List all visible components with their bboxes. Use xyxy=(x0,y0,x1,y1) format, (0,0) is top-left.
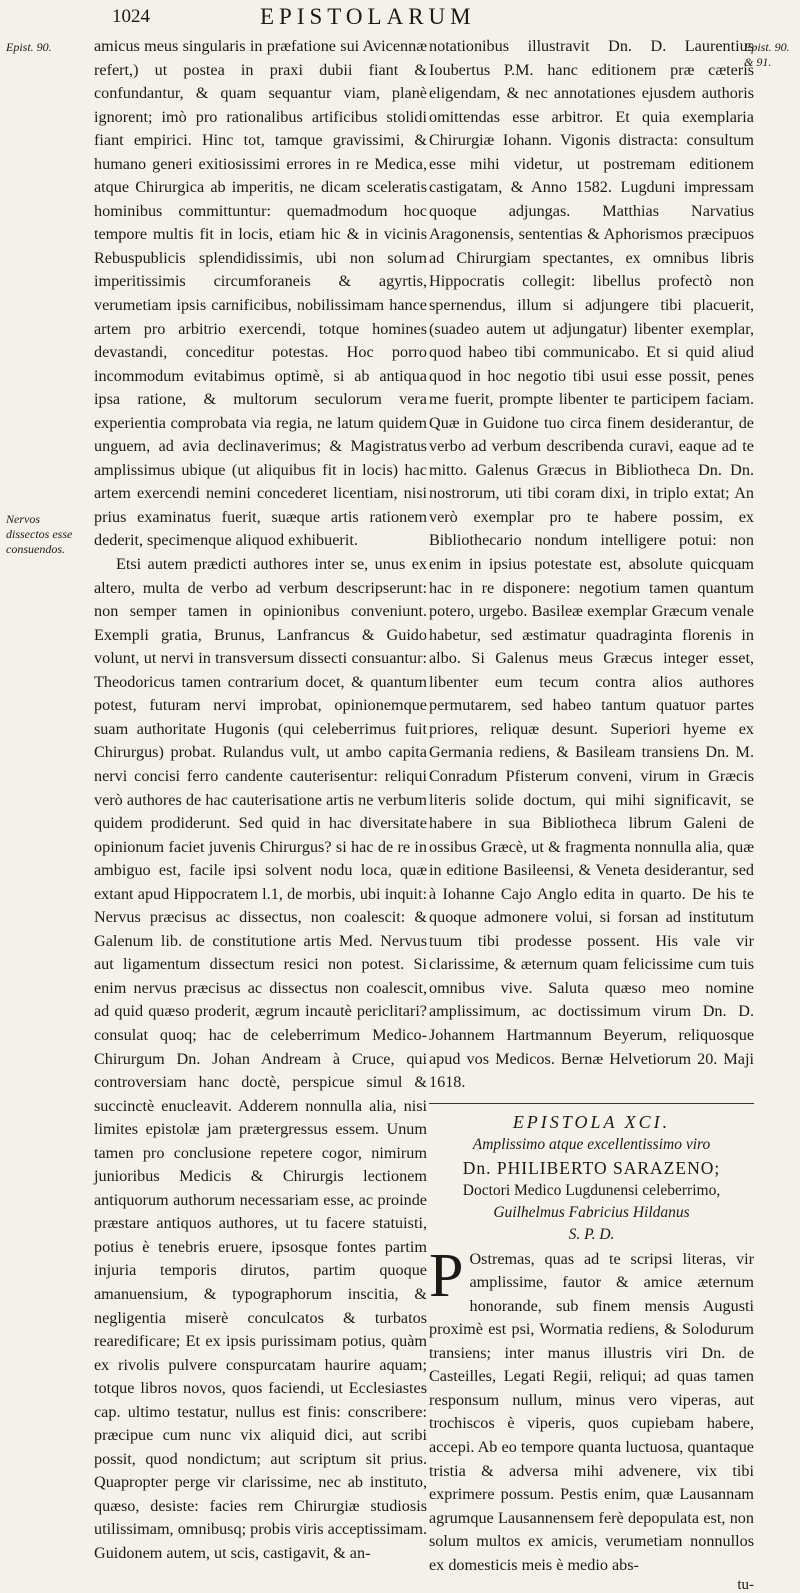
section-rule xyxy=(429,1103,754,1104)
epistle-recipient-desc: Doctori Medico Lugdunensi celeberrimo, xyxy=(462,1181,721,1199)
margin-note-left-top: Epist. 90. xyxy=(6,40,52,54)
epistle-title: EPISTOLA XCI. xyxy=(512,1111,671,1132)
right-column xyxy=(429,35,754,1593)
epistle-author: Guilhelmus Fabricius Hildanus xyxy=(493,1203,690,1221)
epistle-dedication: Amplissimo atque excellentissimo viro xyxy=(472,1135,711,1153)
epistle-salutation: S. P. D. xyxy=(568,1225,615,1243)
paragraph: Etsi autem prædicti authores inter se, unus ex altero, multa de verbo ad verbum descripserunt: non semper tamen in opinionibus conveniunt. Exempli gratia, Brunus, Lanfrancus & Guido volunt, ut nervi in transversum dissecti consuantur: Theodoricus tamen contrarium docet, & quantum potest, futuram nervi improbat, opinionemque suam authoritate Hugonis (qui celeberrimus fuit Chirurgus) probat. Rulandus vult, ut ambo capita nervi concisi ferro candente cauterisentur: reliqui verò authores de hac cauterisatione artis ne verbum quidem prodiderunt. Sed quid in hac diversitate opinionum faciet juvenis Chirurgus? si hac de re in ambiguo est, facile ipsi solvent nodu loca, quæ extant apud Hippocratem l.1, de morbis, ubi inquit: Nervus præcisus ac dissectus, non coalescit: & Galenum lib. de constitutione artis Med. Nervus aut ligamentum dissectum resici non potest. Si enim nervus præcisus ac dissectus non coalescit, ad quid quæso proderit, ægrum incautè periclitari? consulat quoq; hac de celeberrimum Medico-Chirurgum Dn. Johan Andream à Cruce, qui controversiam hanc doctè, perspicue simul & succinctè enucleavit. Adderem nonnulla alia, nisi limites epistolæ jam prætergressus essem. Unum tamen pro conclusione repetere cogor, nimirum junioribus Medicis & Chirurgis lectionem antiquorum authorum necessariam esse, ac proinde præstare antiquos authores, ut tu facere statuisti, potius è tenebris eruere, ipsosque fontes partim injuria temporis dirutos, partim quoque amanuensium, & typographorum inscitia, & negligentia miserè conculcatos & turbatos rearedificare; Et ex ipsis purissimam potius, quàm ex rivolis pulvere conspurcatam haurire aquam; totque libros novos, quos faciendi, ut Ecclesiastes cap. ultimo testatur, nullus est finis: conscribere: præcipue cum nunc vix aliquid dici, aut scribi possit, quod nondictum; aut scriptum sit prius. Quapropter perge vir clarissime, nec ab instituto, quæso, desiste: facies rem Chirurgiæ studiosis utilissimam, omnibusq; probis viris acceptissimam. Guidonem autem, ut scis, castigavit, & an- xyxy=(94,555,427,1562)
running-head: EPISTOLARUM xyxy=(260,4,476,29)
epistle-body xyxy=(429,1241,754,1578)
paragraph: amicus meus singularis in præfatione sui Avicennæ refert,) ut postea in praxi dubii fiant & confundantur, & quam sequantur viam, planè ignorent; imò pro rationalibus artificibus stolidi fiant empirici. Hinc tot, tamque gravissimi, & humano generi exitiosissimi errores in re Medica, atque Chirurgica ab imperitis, ne dicam sceleratis hominibus committuntur: quemadmodum hoc tempore multis fit in locis, etiam hic & in vicinis Rebuspublicis splendidissimis, ubi non solum imperitissimis circumforaneis & agyrtis, verumetiam ipsis carnificibus, nobilissimam hance artem pro arbitrio exercendi, totque homines devastandi, conceditur potestas. Hoc porro incommodum evitabimus optimè, si ab antiqua ipsa ratione, & multorum seculorum vera experientia comprobata via regia, ne latum quidem unguem, ad avia declinaverimus; & Magistratus amplissimus ubique (ut aliquibus fit in locis) hac artem exercendi nemini concederet licentiam, nisi prius examinatus fuerit, suæque artis rationem dederit, specimenque aliquod exhibuerit. xyxy=(94,37,427,550)
drop-cap: P xyxy=(429,1241,464,1310)
epistle-recipient: Dn. PHILIBERTO SARAZENO; xyxy=(462,1157,721,1178)
margin-note-left-mid: Nervos dissectos esse consuendos. xyxy=(6,512,73,556)
epistle-body-text: Ostremas, quas ad te scripsi literas, vir amplissime, fautor & amice æternum honorande, sub finem mensis Augusti proximè est psi, Wormatia rediens, & Solodurum transiens; inter manus illustris viri Dn. de Casteilles, Legati Regii, reliqui; ad quas tamen responsum nullum, minus vero viperas, aut trochiscos è viperis, quos cupiebam habere, accepi. Ab eo tempore quanta luctuosa, quantaque tristia & adversa mihi advenere, vix tibi exprimere possum. Pestis enim, quæ Lausannam agrumque Lausannensem ferè depopulata est, non solum multos ex amicis, verumetiam nonnullos ex domesticis meis è medio abs- xyxy=(429,1249,754,1574)
catchword: tu- xyxy=(737,1577,754,1593)
page-number: 1024 xyxy=(112,6,150,27)
margin-note-right-top: Epist. 90. & 91. xyxy=(744,40,790,69)
left-column xyxy=(94,35,427,1566)
paragraph: notationibus illustravit Dn. D. Laurentius Ioubertus P.M. hanc editionem præ cæteris eligendam, & nec annotationes ejusdem authoris omittendas esse arbitror. Et quia exemplaria Chirurgiæ Iohann. Vigonis distracta: consultum esse mihi videtur, ut postremam editionem castigatam, & Anno 1582. Lugduni impressam quoque adjungas. Matthias Narvatius Aragonensis, sententias & Aphorismos præcipuos ad Chirurgiam spectantes, ex omnibus libris Hippocratis collegit: libellus profectò non spernendus, illum si adjungere tibi placuerit, (suadeo autem ut adjungatur) libenter exemplar, quod habeo tibi communicabo. Et si quid aliud quod in hoc negotio tibi usui esse possit, penes me fuerit, prompte libenter te participem faciam. Quæ in Guidone tuo circa finem desiderantur, de verbo ad verbum describenda curavi, eaque ad te mitto. Galenus Græcus in Bibliotheca Dn. Dn. nostrorum, uti tibi coram dixi, in triplo extat; An verò exemplar pro te habere possim, ex Bibliothecario nondum intelligere potui: non enim in ipsius potestate est, absolute quicquam hac in re disponere: negotium tamen quantum potero, urgebo. Basileæ exemplar Græcum venale habetur, sed æstimatur quadraginta florenis in albo. Si Galenus meus Græcus integer esset, libenter eum tecum contra alios authores permutarem, sed habeo tantum quatuor partes priores, reliquæ desunt. Superiori hyeme ex Germania rediens, & Basileam transiens Dn. M. Conradum Pfisterum conveni, virum in Græcis literis solide doctum, qui mihi significavit, se habere in sua Bibliotheca librum Galeni de ossibus Græcè, ut & fragmenta nonnulla alia, quæ in editione Basileensi, & Veneta desiderantur, sed à Iohanne Cajo Anglo edita in quarto. De his te quoque admonere volui, si forsan ad institutum tuum tibi prodesse possent. His vale vir clarissime, & æternum quam felicissime cum tuis omnibus vive. Saluta quæso meo nomine amplissimum, ac doctissimum virum Dn. D. Johannem Hartmannum Beyerum, reliquosque apud vos Medicos. Bernæ Helvetiorum 20. Maji 1618. xyxy=(429,37,754,1092)
